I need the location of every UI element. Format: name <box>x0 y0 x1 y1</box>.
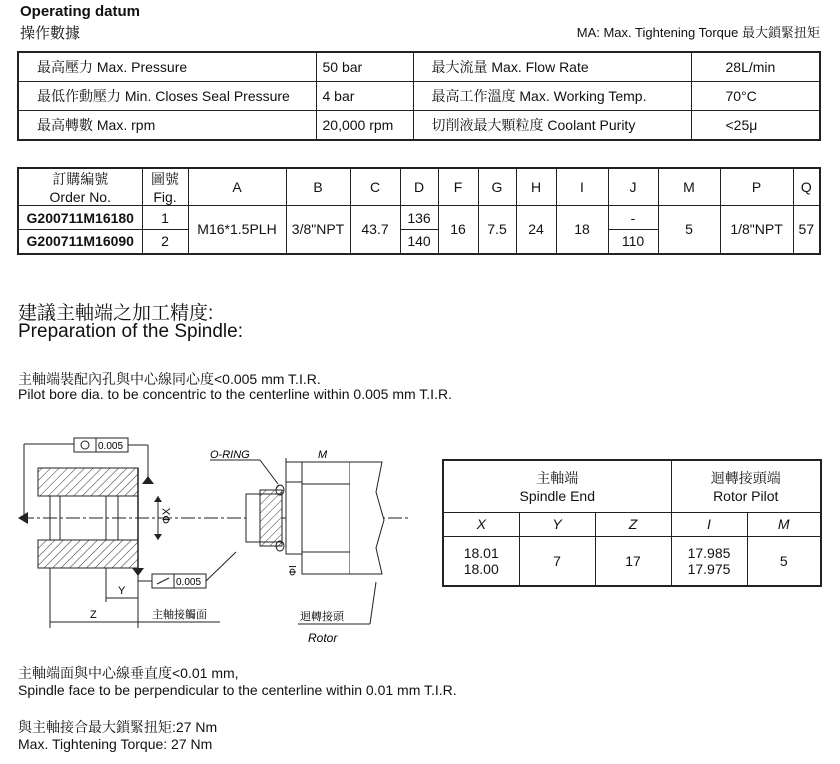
col-header: P <box>720 168 793 206</box>
spindle-end-header: 主軸端 Spindle End <box>443 460 671 512</box>
operating-table <box>17 51 821 141</box>
perp-text-en: Spindle face to be perpendicular to the centerline within 0.01 mm T.I.R. <box>18 682 457 698</box>
col-header: H <box>516 168 556 206</box>
torque-note: MA: Max. Tightening Torque 最大鎖緊扭矩 <box>576 25 820 40</box>
op-label: 最高工作溫度 Max. Working Temp. <box>413 82 691 111</box>
cell-d2: 140 <box>400 230 438 254</box>
rotor-label-en: Rotor <box>308 631 338 645</box>
torque-text-en: Max. Tightening Torque: 27 Nm <box>18 736 213 752</box>
fig-header: 圖號 Fig. <box>142 168 188 206</box>
rotor-body <box>246 462 384 574</box>
col-header: D <box>400 168 438 206</box>
op-value: 20,000 rpm <box>316 111 413 141</box>
page-subtitle: 操作數據 <box>20 25 81 42</box>
cell-c: 43.7 <box>350 206 400 254</box>
cell-i: 18 <box>556 206 608 254</box>
table-row <box>443 536 821 586</box>
col-header: I <box>671 512 747 536</box>
col-header: F <box>438 168 478 206</box>
page-title: Operating datum <box>20 3 141 20</box>
cell-b: 3/8"NPT <box>286 206 350 254</box>
rotor-pilot-header: 迴轉接頭端 Rotor Pilot <box>671 460 821 512</box>
cell-z: 17 <box>595 536 671 586</box>
tol-perp: 0.005 <box>176 577 202 588</box>
op-label: 切削液最大顆粒度 Coolant Purity <box>413 111 691 141</box>
table-row <box>18 111 820 141</box>
oring-bottom <box>276 541 284 551</box>
cell-y: 7 <box>519 536 595 586</box>
cell-x: 18.01 18.00 <box>443 536 519 586</box>
tol-concentric: 0.005 <box>98 441 124 452</box>
col-header: B <box>286 168 350 206</box>
dim-i: ΦI <box>288 565 299 576</box>
rotor-label-zh: 迴轉接頭 <box>300 611 344 623</box>
table-row <box>18 82 820 111</box>
order-number: G200711M16090 <box>18 230 142 254</box>
torque-text-zh: 與主軸接合最大鎖緊扭矩:27 Nm <box>18 719 218 735</box>
cell-d1: 136 <box>400 206 438 230</box>
spec-table <box>442 459 822 587</box>
fig-number: 1 <box>142 206 188 230</box>
op-value: 70°C <box>691 82 820 111</box>
dim-y: Y <box>118 585 126 597</box>
concentric-text-en: Pilot bore dia. to be concentric to the centerline within 0.005 mm T.I.R. <box>18 386 452 402</box>
op-value: 28L/min <box>691 52 820 82</box>
col-header: A <box>188 168 286 206</box>
dim-m: M <box>318 449 328 461</box>
order-number: G200711M16180 <box>18 206 142 230</box>
col-header: X <box>443 512 519 536</box>
col-header: G <box>478 168 516 206</box>
op-value: 4 bar <box>316 82 413 111</box>
op-label: 最大流量 Max. Flow Rate <box>413 52 691 82</box>
table-header-row <box>443 460 821 512</box>
col-header: C <box>350 168 400 206</box>
datum-marker <box>18 512 28 524</box>
table-row <box>18 206 820 230</box>
col-header: Y <box>519 512 595 536</box>
concentric-symbol <box>74 438 96 452</box>
cell-m: 5 <box>747 536 821 586</box>
col-header: Q <box>793 168 820 206</box>
cell-p: 1/8"NPT <box>720 206 793 254</box>
dim-z: Z <box>90 609 97 621</box>
perp-text-zh: 主軸端面與中心線垂直度<0.01 mm, <box>18 665 239 681</box>
table-row <box>18 52 820 82</box>
cell-q: 57 <box>793 206 820 254</box>
fig-number: 2 <box>142 230 188 254</box>
cell-h: 24 <box>516 206 556 254</box>
cell-g: 7.5 <box>478 206 516 254</box>
oring-label: O-RING <box>210 449 250 461</box>
cell-j1: - <box>608 206 658 230</box>
op-value: 50 bar <box>316 52 413 82</box>
oring-top <box>276 485 284 495</box>
spindle-diagram <box>10 432 420 652</box>
section-title-en: Preparation of the Spindle: <box>18 321 243 342</box>
table-header-row <box>443 512 821 536</box>
col-header: Z <box>595 512 671 536</box>
op-label: 最高壓力 Max. Pressure <box>18 52 316 82</box>
dim-x: ΦX <box>161 507 173 524</box>
order-table <box>17 167 821 255</box>
cell-f: 16 <box>438 206 478 254</box>
op-label: 最高轉數 Max. rpm <box>18 111 316 141</box>
cell-a: M16*1.5PLH <box>188 206 286 254</box>
col-header: I <box>556 168 608 206</box>
spindle-face-label: 主軸接觸面 <box>152 609 207 621</box>
cell-i: 17.985 17.975 <box>671 536 747 586</box>
op-label: 最低作動壓力 Min. Closes Seal Pressure <box>18 82 316 111</box>
table-header-row <box>18 168 820 206</box>
col-header: M <box>658 168 720 206</box>
col-header: M <box>747 512 821 536</box>
concentric-text-zh: 主軸端裝配內孔與中心線同心度<0.005 mm T.I.R. <box>18 371 321 387</box>
order-no-header: 訂購編號 Order No. <box>18 168 142 206</box>
op-value: <25μ <box>691 111 820 141</box>
section-title-zh: 建議主軸端之加工精度: <box>18 303 214 324</box>
col-header: J <box>608 168 658 206</box>
cell-m: 5 <box>658 206 720 254</box>
cell-j2: 110 <box>608 230 658 254</box>
